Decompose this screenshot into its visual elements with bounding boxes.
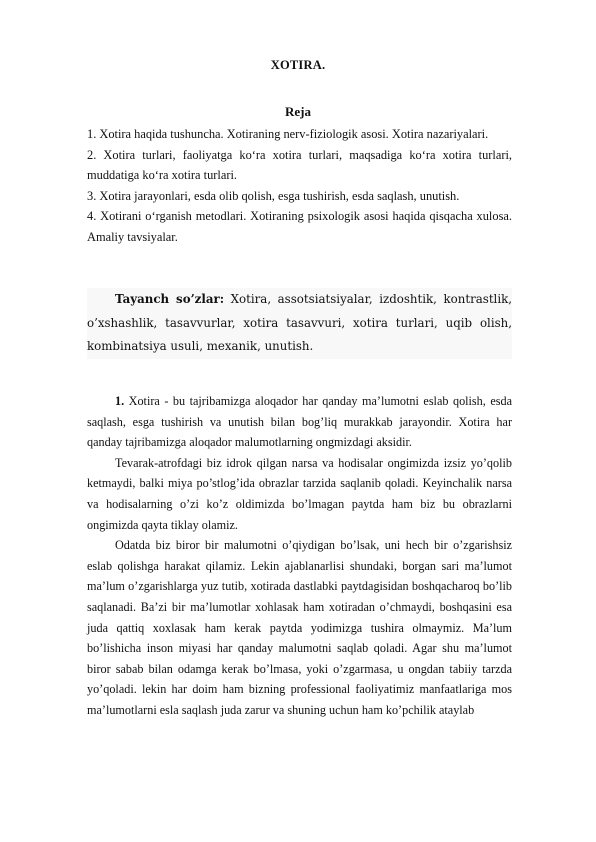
body-paragraph-3: Odatda biz biror bir malumotni o’qiydigan bo’lsak, uni hech bir o’zgarishsiz eslab qolishga harakat qilamiz. Lekin ajablanarlisi shundaki, borgan sari ma’lumot ma’lum o’zgarishlarga yuz tutib, xotirada dastlabki paytdagisidan boshqacharoq bo’lib saqlanadi. Ba’zi bir ma’lumotlar xohlasak ham xotiradan o’chmaydi, boshqasini esa juda qattiq xoxlasak ham kerak paytda yodimizga tushira olmaymiz. Ma’lum bo’lishicha inson miyasi har qanday malumotni saqlab qoladi. Agar shu ma’lumot biror sabab bilan odamga kerak bo’lmasa, yoki o’zgarmasa, u ongdan tabiiy tarzda yo’qoladi. lekin har doim ham bizning professional faoliyatimiz manfaatlariga mos ma’lumotlarni esla saqlash juda zarur va shuning uchun ham ko’pchilik ataylab bbox=[87, 538, 512, 717]
keywords-paragraph bbox=[87, 288, 512, 359]
plan-item-3: 3. Xotira jarayonlari, esda olib qolish, esga tushirish, esda saqlash, unutish. bbox=[87, 188, 460, 203]
plan-item-4: 4. Xotirani o‘rganish metodlari. Xotiraning psixologik asosi haqida qisqacha xulosa. Amaliy tavsiyalar. bbox=[87, 209, 512, 244]
plan-item-1: 1. Xotira haqida tushuncha. Xotiraning nerv-fiziologik asosi. Xotira nazariyalari. bbox=[87, 127, 489, 141]
section-number: 1. bbox=[115, 394, 125, 408]
plan-item-2: 2. Xotira turlari, faoliyatga ko‘ra xotira turlari, maqsadiga ko‘ra xotira turlari, muddatiga ko‘ra xotira turlari. bbox=[87, 147, 512, 183]
body-paragraph-2: Tevarak-atrofdagi biz idrok qilgan narsa va hodisalar ongimizda izsiz yo’qolib ketmaydi, balki miya po’stlog’ida obrazlar tarzida saqlanib qoladi. Keyinchalik narsa va hodisalarning o’zi ko’z oldimizda bo’lmagan paytda ham biz bu obrazlarni ongimizda qayta tiklay olamiz. bbox=[87, 455, 512, 532]
document-title: XOTIRA. bbox=[270, 58, 326, 72]
body-paragraph-1-text: Xotira - bu tajribamizga aloqador har qanday ma’lumotni eslab qolish, esda saqlash, esga tushirish va unutish bilan bog’liq murakkab jarayondir. Xotira har qanday tajribamizga aloqador malumotlarning ongmizdagi aksidir. bbox=[87, 394, 512, 450]
body-text bbox=[87, 391, 512, 721]
plan-heading: Reja bbox=[285, 104, 311, 119]
plan-list bbox=[87, 124, 512, 248]
body-paragraph-1 bbox=[87, 391, 512, 453]
keywords-text: Xotira, assotsiatsiyalar, izdoshtik, kontrastlik, o’xshashlik, tasavvurlar, xotira tasavvuri, xotira turlari, uqib olish, kombinatsiya usuli, mexanik, unutish. bbox=[87, 292, 513, 353]
keywords-label: Tayanch so’zlar: bbox=[115, 292, 225, 306]
